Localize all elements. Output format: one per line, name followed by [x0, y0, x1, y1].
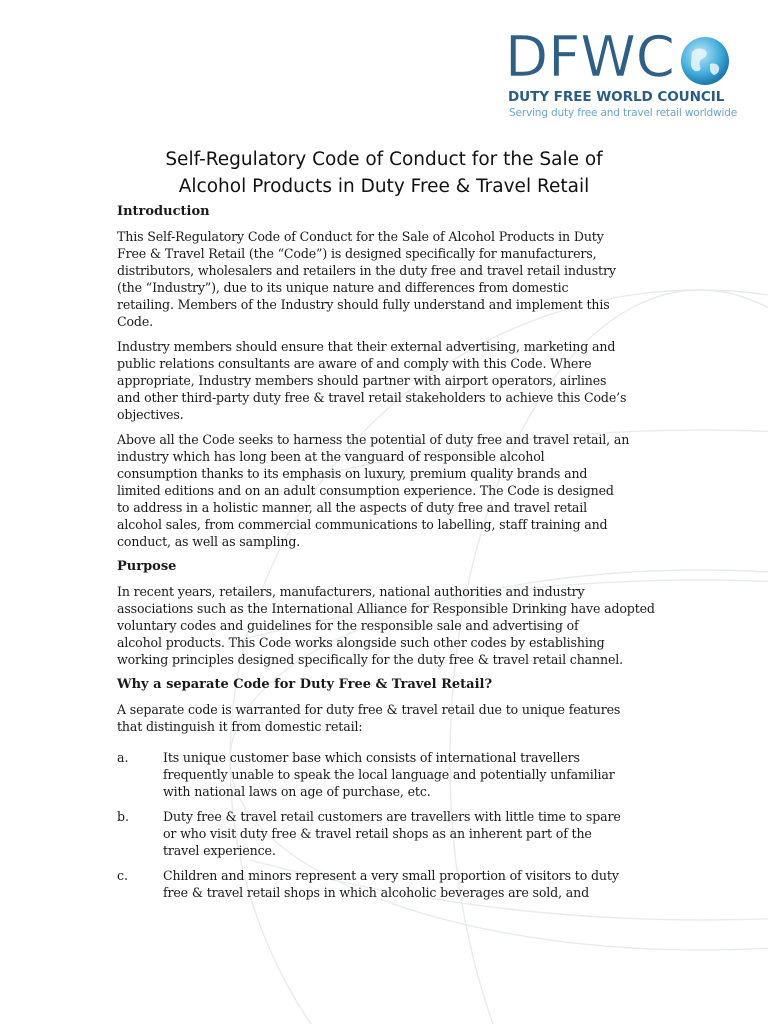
- dfwc-logo: [505, 25, 738, 125]
- list-item-text: Its unique customer base which consists of international travellers frequently unable to speak the local language and potentially unfamiliar with national laws on age of purchase, etc.: [163, 750, 615, 799]
- purpose-paragraph: In recent years, retailers, manufacturers, national authorities and industry associations such as the International Alliance for Responsible Drinking have adopted voluntary codes and guidelines for the responsible sale and advertising of alcohol products. This Code works alongside such other codes by establishing working principles designed specifically for the duty free & travel retail channel.: [117, 584, 655, 667]
- list-item: [117, 867, 657, 901]
- globe-icon: [678, 34, 732, 88]
- logo-tagline: Serving duty free and travel retail worldwide: [509, 107, 738, 119]
- intro-paragraph-1: This Self-Regulatory Code of Conduct for the Sale of Alcohol Products in Duty Free & Travel Retail (the “Code”) is designed specifically for manufacturers, distributors, wholesalers and retailers in the duty free and travel retail industry (the “Industry”), due to its unique nature and differences from domestic retailing. Members of the Industry should fully understand and implement this Code.: [117, 229, 616, 329]
- list-marker: b.: [117, 809, 130, 824]
- title-line-2: Alcohol Products in Duty Free & Travel Retail: [178, 176, 590, 197]
- list-item-text: Duty free & travel retail customers are travellers with little time to spare or who visit duty free & travel retail shops as an inherent part of the travel experience.: [163, 809, 621, 858]
- logo-name: DUTY FREE WORLD COUNCIL: [508, 89, 725, 105]
- document-body: [117, 203, 657, 909]
- why-paragraph: A separate code is warranted for duty free & travel retail due to unique features that distinguish it from domestic retail:: [117, 702, 621, 734]
- document-title: [0, 146, 768, 200]
- section-heading-introduction: Introduction: [117, 204, 210, 219]
- intro-paragraph-2: Industry members should ensure that their external advertising, marketing and public relations consultants are aware of and comply with this Code. Where appropriate, Industry members should partner with airport operators, airlines and other third-party duty free & travel retail stakeholders to achieve this Code’s objectives.: [117, 339, 627, 422]
- list-marker: a.: [117, 750, 129, 765]
- title-line-1: Self-Regulatory Code of Conduct for the Sale of: [165, 149, 603, 170]
- section-heading-why: Why a separate Code for Duty Free & Travel Retail?: [117, 677, 493, 692]
- reasons-list: [117, 749, 657, 901]
- list-item: [117, 749, 657, 800]
- list-marker: c.: [117, 868, 129, 883]
- intro-paragraph-3: Above all the Code seeks to harness the potential of duty free and travel retail, an industry which has long been at the vanguard of responsible alcohol consumption thanks to its emphasis on luxury, premium quality brands and limited editions and on an adult consumption experience. The Code is designed to address in a holistic manner, all the aspects of duty free and travel retail alcohol sales, from commercial communications to labelling, staff training and conduct, as well as sampling.: [117, 432, 630, 549]
- logo-letters: DFWC: [505, 25, 675, 90]
- list-item: [117, 808, 657, 859]
- section-heading-purpose: Purpose: [117, 559, 177, 574]
- list-item-text: Children and minors represent a very small proportion of visitors to duty free & travel retail shops in which alcoholic beverages are sold, and: [163, 868, 619, 900]
